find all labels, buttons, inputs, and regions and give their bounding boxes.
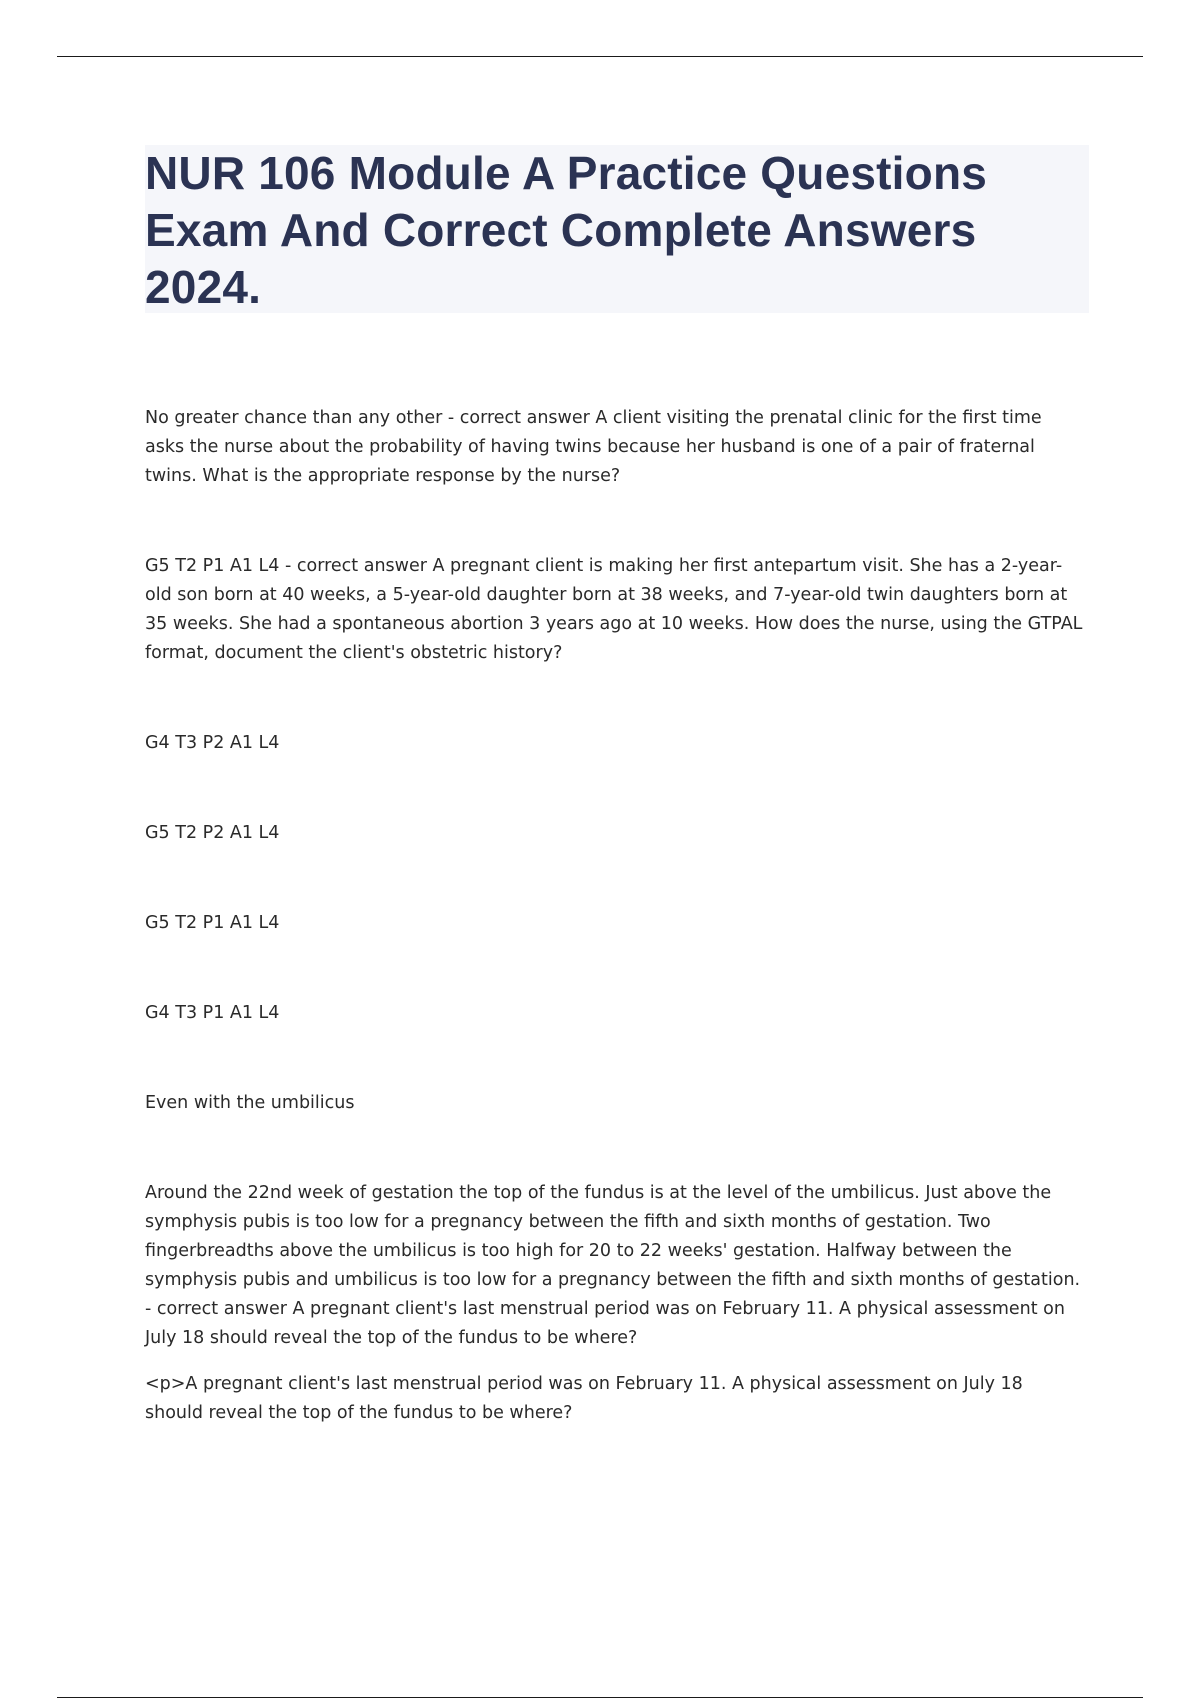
answer-option: Even with the umbilicus xyxy=(145,1093,355,1113)
document-title: NUR 106 Module A Practice Questions Exam And Correct Complete Answers 2024. xyxy=(145,147,988,313)
top-rule xyxy=(57,56,1143,57)
document-body xyxy=(145,404,1085,1428)
bottom-rule xyxy=(57,1697,1143,1698)
answer-option: G5 T2 P2 A1 L4 xyxy=(145,823,280,843)
answer-option: G4 T3 P1 A1 L4 xyxy=(145,1003,280,1023)
title-block xyxy=(145,145,1089,313)
paragraph-fundus-question: <p>A pregnant client's last menstrual period was on February 11. A physical assessment on July 18 should reveal the top of the fundus to be where? xyxy=(145,1374,1023,1423)
answer-option: G5 T2 P1 A1 L4 xyxy=(145,913,280,933)
paragraph-twins-question: No greater chance than any other - correct answer A client visiting the prenatal clinic for the first time asks the nurse about the probability of having twins because her husband is one of a pair of fraternal twins. What is the appropriate response by the nurse? xyxy=(145,408,1042,486)
answer-option: G4 T3 P2 A1 L4 xyxy=(145,733,280,753)
paragraph-fundus-explanation: Around the 22nd week of gestation the top of the fundus is at the level of the umbilicus. Just above the symphysis pubis is too low for a pregnancy between the fifth and sixth months of gestation. Two fingerbreadths above the umbilicus is too high for 20 to 22 weeks' gestation. Halfway between the symphysis pubis and umbilicus is too low for a pregnancy between the fifth and sixth months of gestation. - correct answer A pregnant client's last menstrual period was on February 11. A physical assessment on July 18 should reveal the top of the fundus to be where? xyxy=(145,1183,1081,1348)
paragraph-gtpal-question: G5 T2 P1 A1 L4 - correct answer A pregnant client is making her first antepartum visit. She has a 2-year-old son born at 40 weeks, a 5-year-old daughter born at 38 weeks, and 7-year-old twin daughters born at 35 weeks. She had a spontaneous abortion 3 years ago at 10 weeks. How does the nurse, using the GTPAL format, document the client's obstetric history? xyxy=(145,556,1083,663)
